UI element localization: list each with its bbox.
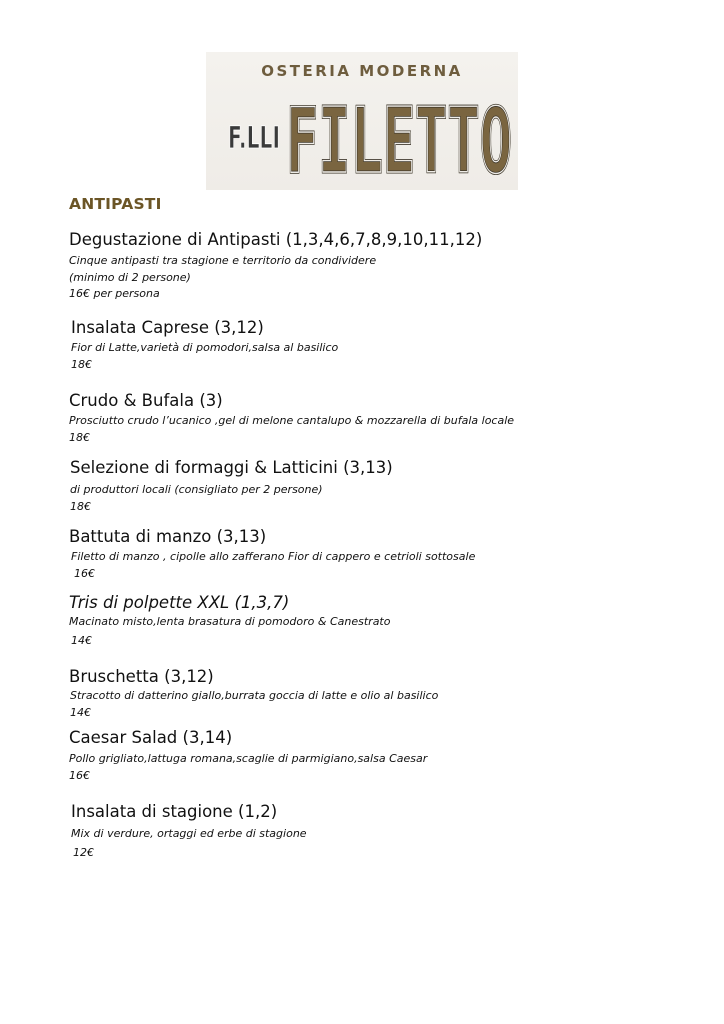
logo-name: FILETTO xyxy=(286,89,512,184)
menu-item xyxy=(70,457,670,515)
item-name: Insalata di stagione (1,2) xyxy=(71,802,278,821)
item-name: Tris di polpette XXL (1,3,7) xyxy=(69,593,290,612)
logo-wordmark xyxy=(226,84,516,184)
item-name: Caesar Salad (3,14) xyxy=(69,728,233,747)
item-price: 18€ xyxy=(71,357,92,371)
menu-item xyxy=(69,592,669,649)
item-description: Fior di Latte,varietà di pomodori,salsa al basilico xyxy=(71,341,339,354)
item-price: 16€ per persona xyxy=(69,287,160,300)
item-description: di produttori locali (consigliato per 2 persone) xyxy=(70,483,323,496)
item-description: Pollo grigliato,lattuga romana,scaglie di parmigiano,salsa Caesar xyxy=(69,752,428,765)
item-name: Degustazione di Antipasti (1,3,4,6,7,8,9,10,11,12) xyxy=(69,230,483,249)
item-description: Prosciutto crudo l’ucanico ,gel di melone cantalupo & mozzarella di bufala locale xyxy=(69,414,515,427)
item-name: Insalata Caprese (3,12) xyxy=(71,318,264,337)
restaurant-logo xyxy=(206,52,518,190)
menu-item xyxy=(71,317,671,373)
item-price: 14€ xyxy=(71,633,92,647)
item-name: Crudo & Bufala (3) xyxy=(69,391,223,410)
section-title-antipasti: ANTIPASTI xyxy=(69,195,162,213)
menu-item xyxy=(71,801,671,861)
menu-item xyxy=(69,229,669,303)
item-description: Filetto di manzo , cipolle allo zafferano Fior di cappero e cetrioli sottosale xyxy=(71,550,476,563)
logo-prefix: F.LLI xyxy=(228,121,280,156)
item-price: 18€ xyxy=(69,430,90,444)
menu-item xyxy=(69,727,669,784)
item-description: Stracotto di datterino giallo,burrata goccia di latte e olio al basilico xyxy=(70,689,439,702)
menu-item xyxy=(69,526,669,582)
item-description: (minimo di 2 persone) xyxy=(69,270,191,284)
item-price: 12€ xyxy=(73,845,94,859)
item-price: 14€ xyxy=(70,705,91,719)
menu-item xyxy=(69,390,669,446)
menu-item xyxy=(69,666,669,721)
item-price: 16€ xyxy=(74,566,95,580)
item-description: Macinato misto,lenta brasatura di pomodoro & Canestrato xyxy=(69,615,391,628)
item-name: Bruschetta (3,12) xyxy=(69,667,214,686)
logo-subtitle: OSTERIA MODERNA xyxy=(261,62,463,80)
item-name: Selezione di formaggi & Latticini (3,13) xyxy=(70,458,393,477)
logo-name-inline: FILETTO xyxy=(286,89,512,184)
item-price: 16€ xyxy=(69,768,90,782)
item-price: 18€ xyxy=(70,499,91,513)
item-description: Mix di verdure, ortaggi ed erbe di stagione xyxy=(71,827,307,840)
item-description: Cinque antipasti tra stagione e territorio da condividere xyxy=(69,254,377,267)
item-name: Battuta di manzo (3,13) xyxy=(69,527,267,546)
